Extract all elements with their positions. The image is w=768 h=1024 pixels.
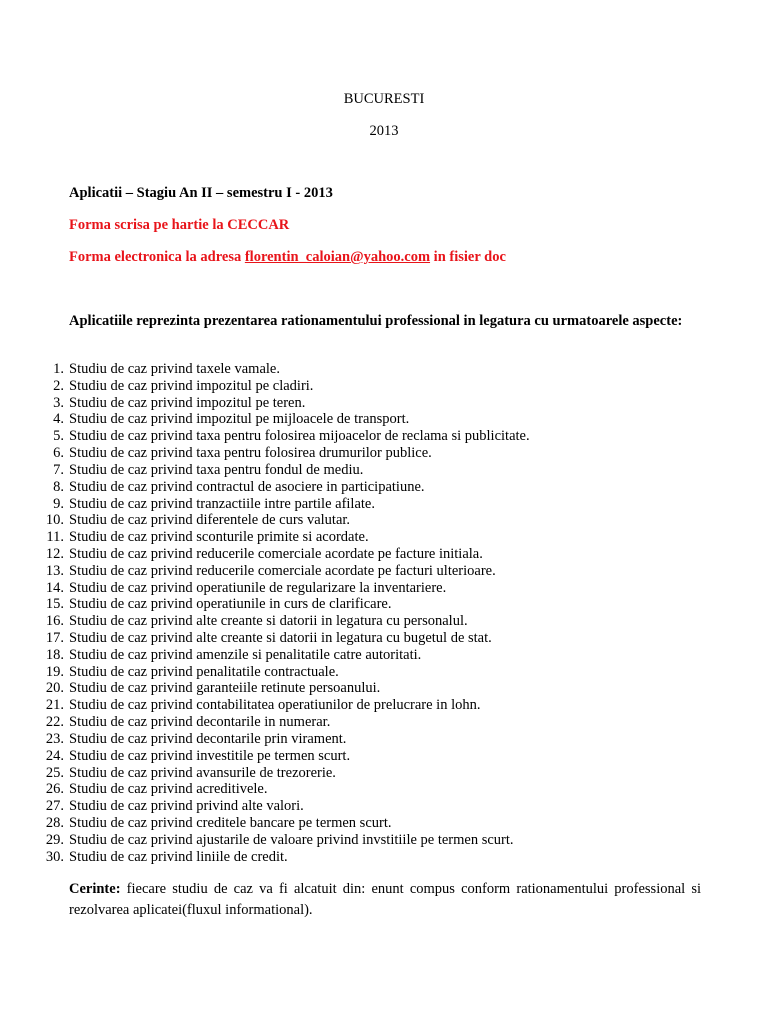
list-item-text: Studiu de caz privind privind alte valori.	[69, 798, 304, 815]
year-heading: 2013	[369, 123, 399, 139]
list-item	[0, 731, 530, 748]
list-item	[0, 496, 530, 513]
list-item-number: 20.	[45, 680, 64, 697]
electronic-form-note	[69, 248, 506, 266]
city-heading: BUCURESTI	[343, 91, 425, 107]
list-item	[0, 647, 530, 664]
list-item	[0, 546, 530, 563]
list-item-number: 10.	[45, 512, 64, 529]
list-item	[0, 378, 530, 395]
list-item	[0, 680, 530, 697]
list-item	[0, 361, 530, 378]
list-item-number: 19.	[45, 663, 64, 680]
list-item-text: Studiu de caz privind tranzactiile intre partile afilate.	[69, 495, 375, 512]
list-item-number: 29.	[45, 831, 64, 848]
list-item	[0, 781, 530, 798]
list-item-text: Studiu de caz privind reducerile comerciale acordate pe facture initiala.	[69, 545, 483, 562]
electronic-form-prefix: Forma electronica la adresa	[69, 249, 245, 265]
list-item-text: Studiu de caz privind amenzile si penalitatile catre autoritati.	[69, 646, 422, 663]
list-item-text: Studiu de caz privind acreditivele.	[69, 781, 268, 798]
list-item-number: 28.	[45, 814, 64, 831]
list-item-text: Studiu de caz privind penalitatile contractuale.	[69, 663, 339, 680]
list-item-text: Studiu de caz privind liniile de credit.	[69, 848, 288, 865]
list-item-number: 1.	[53, 361, 64, 377]
electronic-form-suffix: in fisier doc	[430, 249, 506, 265]
list-item-text: Studiu de caz privind decontarile prin virament.	[69, 730, 347, 747]
list-item-text: Studiu de caz privind taxa pentru fondul de mediu.	[69, 461, 364, 478]
list-item	[0, 832, 530, 849]
list-item	[0, 697, 530, 714]
list-item-number: 2.	[53, 377, 64, 394]
case-study-list	[0, 361, 530, 865]
list-item-text: Studiu de caz privind impozitul pe cladiri.	[69, 377, 314, 394]
list-item	[0, 529, 530, 546]
list-item-text: Studiu de caz privind ajustarile de valoare privind invstitiile pe termen scurt.	[69, 831, 514, 848]
list-item-number: 5.	[53, 428, 64, 445]
list-item-text: Studiu de caz privind operatiunile de regularizare la inventariere.	[69, 579, 447, 596]
list-item-number: 4.	[53, 411, 64, 428]
list-item-text: Studiu de caz privind garanteiile retinute persoanului.	[69, 680, 381, 697]
list-item	[0, 462, 530, 479]
list-item-number: 26.	[45, 781, 64, 798]
list-item-text: Studiu de caz privind taxa pentru folosirea drumurilor publice.	[69, 445, 432, 462]
list-item	[0, 563, 530, 580]
list-item-text: Studiu de caz privind avansurile de trezorerie.	[69, 764, 336, 781]
document-title: Aplicatii – Stagiu An II – semestru I - 2013	[69, 185, 333, 201]
list-item	[0, 630, 530, 647]
list-item-number: 9.	[53, 495, 64, 512]
list-item-number: 21.	[45, 697, 64, 714]
list-item	[0, 395, 530, 412]
list-item-number: 24.	[45, 747, 64, 764]
list-item-number: 14.	[45, 579, 64, 596]
list-item-text: Studiu de caz privind contabilitatea operatiunilor de prelucrare in lohn.	[69, 697, 481, 714]
requirements-paragraph	[69, 879, 701, 921]
list-item-number: 6.	[53, 445, 64, 462]
list-item-number: 15.	[45, 596, 64, 613]
list-item-number: 13.	[45, 562, 64, 579]
list-item	[0, 815, 530, 832]
list-item-text: Studiu de caz privind impozitul pe teren.	[69, 394, 306, 411]
list-item-number: 30.	[45, 848, 64, 865]
list-item-number: 22.	[45, 714, 64, 731]
list-item	[0, 748, 530, 765]
list-item-text: Studiu de caz privind taxa pentru folosirea mijoacelor de reclama si publicitate.	[69, 428, 530, 445]
list-item	[0, 512, 530, 529]
requirements-text: fiecare studiu de caz va fi alcatuit din: enunt compus conform rationamentului professional si rezolvarea aplicatei(fluxul informational).	[69, 881, 701, 918]
requirements-label: Cerinte:	[69, 881, 121, 897]
list-item-text: Studiu de caz privind alte creante si datorii in legatura cu bugetul de stat.	[69, 630, 492, 646]
list-item-text: Studiu de caz privind impozitul pe mijloacele de transport.	[69, 411, 410, 428]
list-item	[0, 445, 530, 462]
list-item	[0, 596, 530, 613]
list-item	[0, 714, 530, 731]
list-item-text: Studiu de caz privind creditele bancare pe termen scurt.	[69, 814, 392, 831]
print-form-note: Forma scrisa pe hartie la CECCAR	[69, 217, 290, 233]
list-item	[0, 580, 530, 597]
list-item-text: Studiu de caz privind reducerile comerciale acordate pe facturi ulterioare.	[69, 562, 496, 579]
list-item-number: 17.	[45, 630, 64, 646]
list-item	[0, 613, 530, 630]
intro-paragraph: Aplicatiile reprezinta prezentarea rationamentului professional in legatura cu urmatoarele aspecte:	[69, 313, 683, 329]
list-item	[0, 428, 530, 445]
list-item-text: Studiu de caz privind diferentele de curs valutar.	[69, 512, 351, 529]
list-item-text: Studiu de caz privind alte creante si datorii in legatura cu personalul.	[69, 613, 468, 630]
list-item-number: 12.	[45, 545, 64, 562]
list-item-number: 27.	[45, 798, 64, 815]
list-item-number: 16.	[45, 613, 64, 630]
list-item-text: Studiu de caz privind sconturile primite si acordate.	[69, 529, 369, 546]
list-item-number: 23.	[45, 730, 64, 747]
list-item-text: Studiu de caz privind taxele vamale.	[69, 361, 280, 377]
list-item-number: 25.	[45, 764, 64, 781]
list-item-number: 8.	[53, 478, 64, 495]
list-item	[0, 849, 530, 866]
list-item-number: 11.	[46, 529, 64, 546]
email-link[interactable]: florentin_caloian@yahoo.com	[244, 249, 431, 265]
list-item	[0, 479, 530, 496]
list-item-number: 18.	[45, 646, 64, 663]
list-item-text: Studiu de caz privind contractul de asociere in participatiune.	[69, 478, 425, 495]
list-item-text: Studiu de caz privind decontarile in numerar.	[69, 714, 331, 731]
list-item-text: Studiu de caz privind investitile pe termen scurt.	[69, 747, 351, 764]
list-item-number: 7.	[53, 461, 64, 478]
list-item	[0, 798, 530, 815]
list-item	[0, 664, 530, 681]
list-item-text: Studiu de caz privind operatiunile in curs de clarificare.	[69, 596, 392, 613]
list-item-number: 3.	[53, 394, 64, 411]
list-item	[0, 765, 530, 782]
list-item	[0, 411, 530, 428]
